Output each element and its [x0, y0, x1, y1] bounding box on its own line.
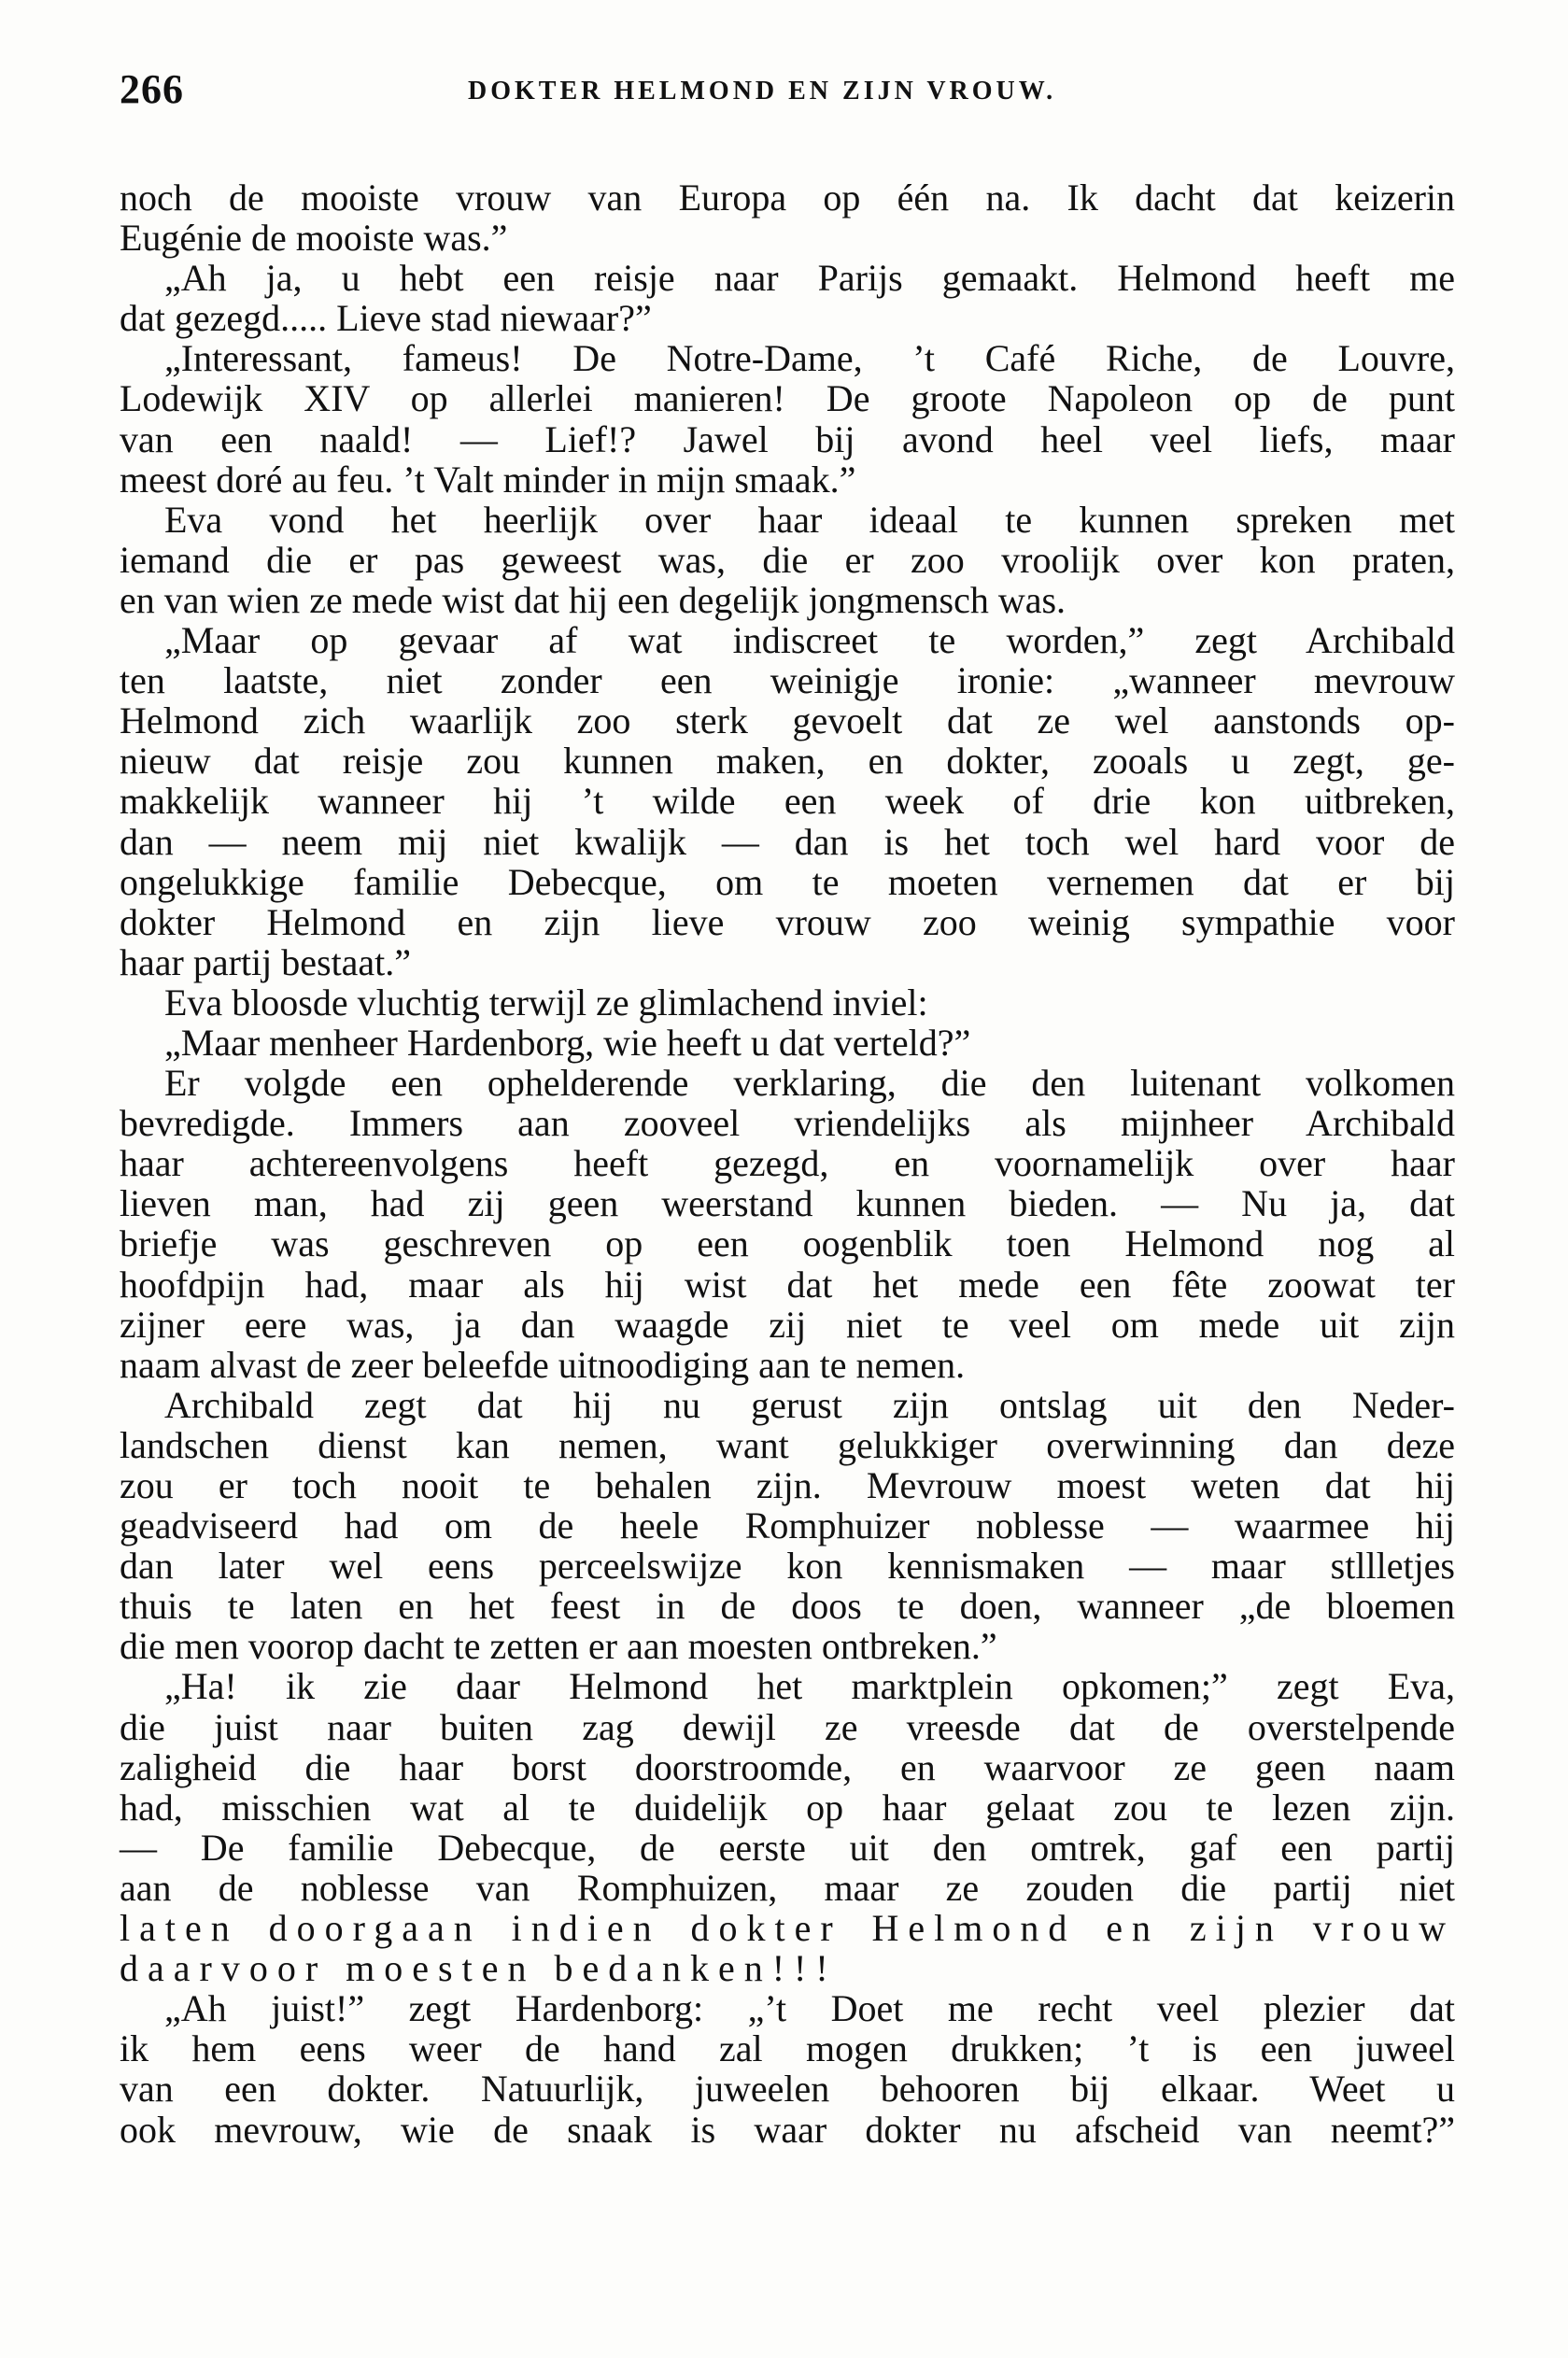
- text-line: ook mevrouw, wie de snaak is waar dokter nu afscheid van neemt?”: [120, 2108, 1455, 2151]
- text-line: ten laatste, niet zonder een weinigje ironie: „wanneer mevrouw: [120, 659, 1455, 702]
- text-line: Eugénie de mooiste was.”: [120, 217, 508, 260]
- text-line: Archibald zegt dat hij nu gerust zijn ontslag uit den Neder-: [164, 1383, 1455, 1426]
- text-line: „Ha! ik zie daar Helmond het marktplein opkomen;” zegt Eva,: [164, 1665, 1455, 1708]
- text-line: — De familie Debecque, de eerste uit den omtrek, gaf een partij: [120, 1826, 1455, 1869]
- text-line: „Interessant, fameus! De Notre-Dame, ’t Café Riche, de Louvre,: [164, 337, 1455, 380]
- text-line: noch de mooiste vrouw van Europa op één na. Ik dacht dat keizerin: [120, 176, 1455, 219]
- page-number: 266: [120, 66, 184, 112]
- text-line: nieuw dat reisje zou kunnen maken, en dokter, zooals u zegt, ge-: [120, 740, 1455, 783]
- text-line: lieven man, had zij geen weerstand kunnen bieden. — Nu ja, dat: [120, 1182, 1455, 1225]
- text-line: dat gezegd..... Lieve stad niewaar?”: [120, 297, 652, 340]
- text-line: ongelukkige familie Debecque, om te moeten vernemen dat er bij: [120, 860, 1455, 903]
- text-line: ik hem eens weer de hand zal mogen drukken; ’t is een juweel: [120, 2027, 1455, 2070]
- text-line: geadviseerd had om de heele Romphuizer noblesse — waarmee hij: [120, 1504, 1455, 1547]
- text-line: daarvoor moesten bedanken!!!: [120, 1947, 838, 1990]
- text-line: „Maar op gevaar af wat indiscreet te worden,” zegt Archibald: [164, 619, 1455, 662]
- text-line: „Maar menheer Hardenborg, wie heeft u dat verteld?”: [164, 1021, 971, 1064]
- text-line: had, misschien wat al te duidelijk op haar gelaat zou te lezen zijn.: [120, 1786, 1455, 1829]
- text-line: aan de noblesse van Romphuizen, maar ze zouden die partij niet: [120, 1866, 1455, 1909]
- text-line: „Ah juist!” zegt Hardenborg: „’t Doet me recht veel plezier dat: [164, 1987, 1455, 2030]
- text-line: dan — neem mij niet kwalijk — dan is het toch wel hard voor de: [120, 820, 1455, 863]
- text-line: en van wien ze mede wist dat hij een degelijk jongmensch was.: [120, 578, 1067, 621]
- running-head: DOKTER HELMOND EN ZIJN VROUW.: [468, 77, 1057, 106]
- text-line: laten doorgaan indien dokter Helmond en zijn vrouw: [120, 1907, 1455, 1950]
- text-line: bevredigde. Immers aan zooveel vriendelijks als mijnheer Archibald: [120, 1102, 1455, 1145]
- body-text: [120, 177, 1455, 2150]
- page-header: [120, 65, 1464, 131]
- text-line: thuis te laten en het feest in de doos te doen, wanneer „de bloemen: [120, 1585, 1455, 1628]
- text-line: zijner eere was, ja dan waagde zij niet te veel om mede uit zijn: [120, 1303, 1455, 1346]
- text-line: van een dokter. Natuurlijk, juweelen behooren bij elkaar. Weet u: [120, 2068, 1455, 2111]
- text-line: die men voorop dacht te zetten er aan moesten ontbreken.”: [120, 1625, 997, 1668]
- text-line: Helmond zich waarlijk zoo sterk gevoelt dat ze wel aanstonds op-: [120, 699, 1455, 742]
- text-line: Er volgde een ophelderende verklaring, die den luitenant volkomen: [164, 1062, 1455, 1105]
- text-line: landschen dienst kan nemen, want gelukkiger overwinning dan deze: [120, 1423, 1455, 1466]
- text-line: Lodewijk XIV op allerlei manieren! De groote Napoleon op de punt: [120, 377, 1455, 420]
- text-line: haar partij bestaat.”: [120, 940, 412, 983]
- text-line: Eva vond het heerlijk over haar ideaal te kunnen spreken met: [164, 498, 1455, 541]
- text-line: zou er toch nooit te behalen zijn. Mevrouw moest weten dat hij: [120, 1464, 1455, 1506]
- text-line: makkelijk wanneer hij ’t wilde een week of drie kon uitbreken,: [120, 780, 1455, 823]
- text-line: „Ah ja, u hebt een reisje naar Parijs gemaakt. Helmond heeft me: [164, 257, 1455, 300]
- text-line: zaligheid die haar borst doorstroomde, en waarvoor ze geen naam: [120, 1745, 1455, 1788]
- text-line: meest doré au feu. ’t Valt minder in mijn smaak.”: [120, 458, 856, 501]
- text-line: die juist naar buiten zag dewijl ze vreesde dat de overstelpende: [120, 1705, 1455, 1748]
- text-line: Eva bloosde vluchtig terwijl ze glimlachend inviel:: [164, 981, 928, 1024]
- text-line: dokter Helmond en zijn lieve vrouw zoo weinig sympathie voor: [120, 900, 1455, 943]
- text-line: haar achtereenvolgens heeft gezegd, en voornamelijk over haar: [120, 1142, 1455, 1185]
- text-line: naam alvast de zeer beleefde uitnoodiging aan te nemen.: [120, 1343, 966, 1386]
- text-line: hoofdpijn had, maar als hij wist dat het mede een fête zoowat ter: [120, 1263, 1455, 1306]
- text-line: iemand die er pas geweest was, die er zoo vroolijk over kon praten,: [120, 538, 1455, 581]
- text-line: briefje was geschreven op een oogenblik toen Helmond nog al: [120, 1222, 1455, 1265]
- text-line: dan later wel eens perceelswijze kon kennismaken — maar stllletjes: [120, 1545, 1455, 1588]
- text-line: van een naald! — Lief!? Jawel bij avond heel veel liefs, maar: [120, 417, 1455, 460]
